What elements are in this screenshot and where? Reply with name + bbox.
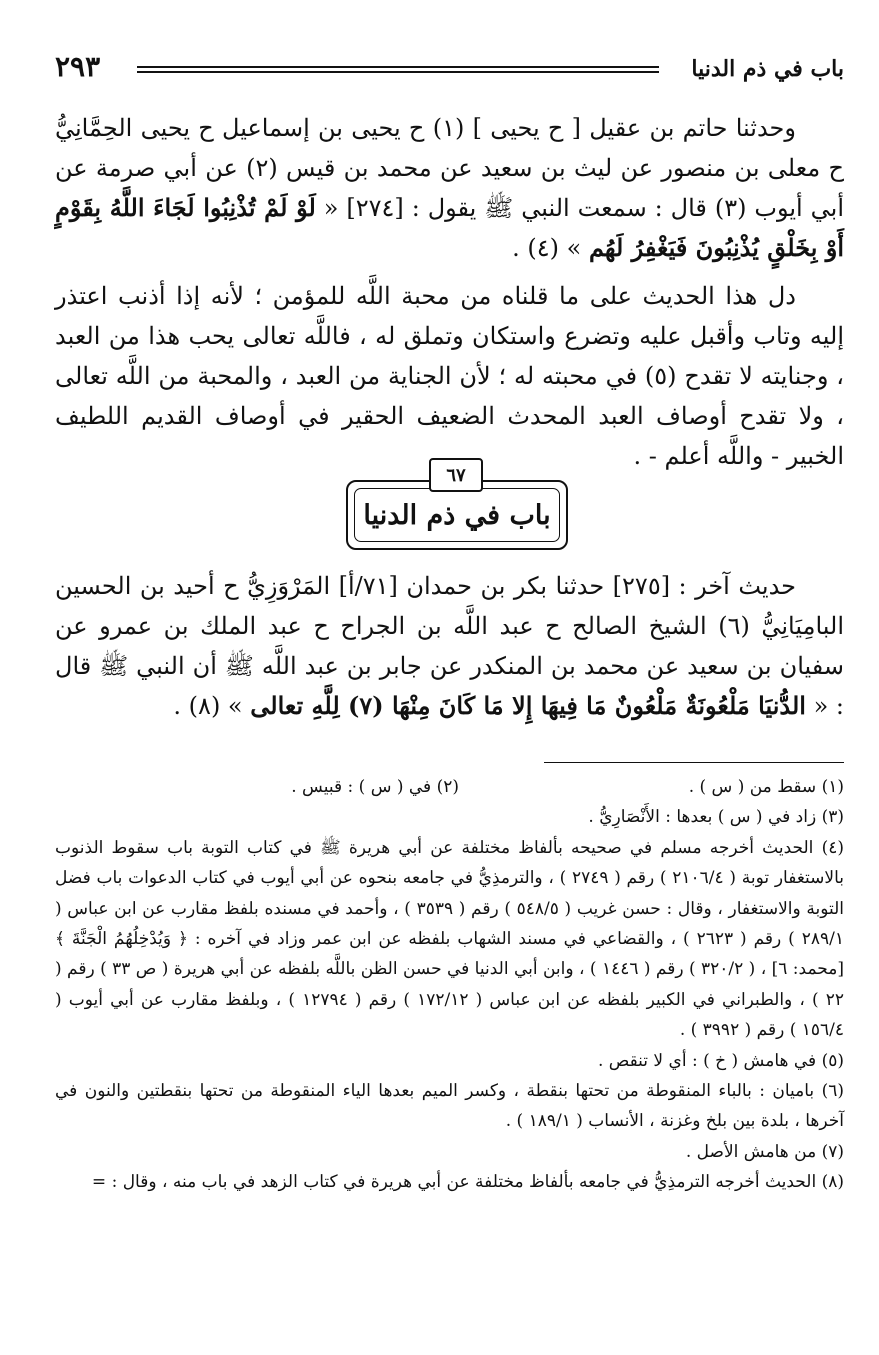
chapter-number: ٦٧ [429,458,483,492]
chapter-inner-frame [354,488,560,542]
footnote-8: (٨) الحديث أخرجه الترمذِيُّ في جامعه بألفاظ مختلفة عن أبي هريرة في كتاب الزهد في باب منه ، وقال : = [91,1172,844,1193]
hadith-quote: الدُّنيَا مَلْعُونَةٌ مَلْعُونٌ مَا فِيهَا إِلا مَا كَانَ مِنْهَا (٧) لِلَّهِ تعالى [250,691,806,720]
footnote-2: (٢) في ( س ) : قبيس . [291,777,459,797]
footnote-7: (٧) من هامش الأصل . [685,1141,844,1162]
paragraph-hadith-275 [55,566,844,726]
paragraph-end: » (٤) . [512,234,582,262]
paragraph-text: دل هذا الحديث على ما قلناه من محبة اللَّه للمؤمن ؛ لأنه إذا أذنب اعتذر إليه وتاب وأقبل عليه وتضرع واستكان وتملق له ، فاللَّه تعالى يحب هذا من العبد ، وجنايته لا تقدح (٥) في محبته له ؛ لأن الجناية من العبد ، والمحبة من اللَّه تعالى ، ولا تقدح أوصاف العبد المحدث الضعيف الحقير في أوصاف القديم اللطيف الخبير - واللَّه أعلم - . [55,282,845,470]
paragraph-hadith-274 [55,108,844,268]
page-number: ٢٩٣ [55,50,101,83]
footnote-separator [544,762,844,763]
header-title: باب في ذم الدنيا [691,56,844,82]
footnote-1: (١) سقط من ( س ) . [688,777,844,797]
header-rule [137,66,659,73]
paragraph-end: » (٨) . [173,692,243,720]
paragraph-text: وحدثنا حاتم بن عقيل [ ح يحيى ] (١) ح يحيى بن إسماعيل ح يحيى الحِمَّانِيُّ ح معلى بن منصور عن ليث بن سعيد عن محمد بن قيس (٢) عن أبي صرمة عن أبي أيوب (٣) قال : سمعت النبي ﷺ يقول : [٢٧٤] « [55,114,845,222]
footnote-3: (٣) زاد في ( س ) بعدها : الأَنْصَارِيُّ . [588,807,844,828]
chapter-heading-box [346,458,568,550]
running-header [55,52,844,92]
footnotes [55,772,844,1198]
hadith-quote: لَوْ لَمْ تُذْنِبُوا لَجَاءَ اللَّهُ بِقَوْمٍ أَوْ بِخَلْقٍ يُذْنِبُونَ فَيَغْفِرُ لَهُم [55,193,844,262]
footnote-4: (٤) الحديث أخرجه مسلم في صحيحه بألفاظ مختلفة عن أبي هريرة ﷺ في كتاب التوبة باب سقوط الذنوب بالاستغفار توبة ( ٢١٠٦/٤ ) رقم ( ٢٧٤٩ ) ، والترمذِيُّ في جامعه بنحوه عن أبي أيوب في كتاب الدعوات باب فضل التوبة والاستغفار ، وقال : حسن غريب ( ٥٤٨/٥ ) رقم ( ٣٥٣٩ ) ، وأحمد في مسنده بلفظ مقارب عن ابن عباس ( ٢٨٩/١ ) رقم ( ٢٦٢٣ ) ، والقضاعي في مسند الشهاب بلفظه عن ابن عمر وزاد في آخره : ﴿ وَيُدْخِلُهُمُ الْجَنَّةَ ﴾ [محمد: ٦] ، ( ٣٢٠/٢ ) رقم ( ١٤٤٦ ) ، وابن أبي الدنيا في حسن الظن باللَّه بلفظه عن أبي هريرة ( ص ٣٣ ) رقم ( ٢٢ ) ، والطبراني في الكبير بلفظه عن ابن عباس ( ١٧٢/١٢ ) رقم ( ١٢٧٩٤ ) ، وبلفظ مقارب عن أبي أيوب ( ١٥٦/٤ ) رقم ( ٣٩٩٢ ) . [55,837,845,1041]
footnote-6: (٦) باميان : بالباء المنقوطة من تحتها بنقطة ، وكسر الميم بعدها الياء المنقوطة من تحتها بنقطتين والنون في آخرها ، بلدة بين بلخ وغزنة ، الأنساب ( ١٨٩/١ ) . [55,1081,844,1132]
footnote-row [55,772,844,802]
footnote-5: (٥) في هامش ( خ ) : أي لا تنقص . [597,1050,844,1071]
paragraph-commentary [55,276,844,476]
chapter-title: باب في ذم الدنيا [363,499,551,531]
paragraph-text: حديث آخر : [٢٧٥] حدثنا بكر بن حمدان [٧١/أ] المَرْوَزِيُّ ح أحيد بن الحسين البامِيَانِيُّ (٦) الشيخ الصالح ح عبد اللَّه بن الجراح ح عبد الملك بن عمرو عن سفيان بن سعيد عن محمد بن المنكدر عن جابر بن عبد اللَّه ﷺ أن النبي ﷺ قال : « [55,572,845,720]
